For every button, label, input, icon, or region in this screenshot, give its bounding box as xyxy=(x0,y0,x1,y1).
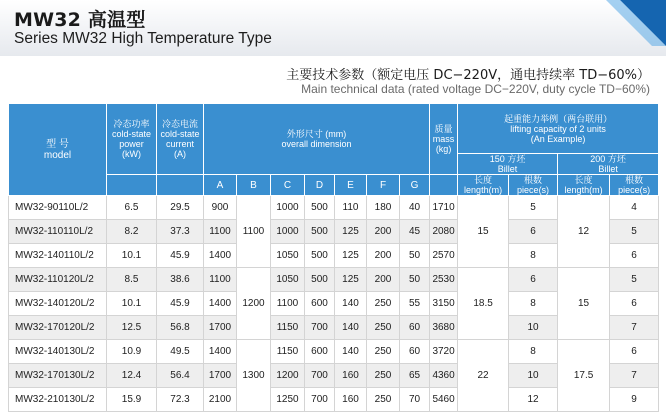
dim-c-cell: 1050 xyxy=(271,244,305,268)
pieces-150-cell: 10 xyxy=(509,316,558,340)
header-power xyxy=(107,104,157,175)
dim-d-cell: 600 xyxy=(305,340,335,364)
pieces-150-cell: 6 xyxy=(509,220,558,244)
dim-c-cell: 1000 xyxy=(271,220,305,244)
header-pieces-200 xyxy=(610,175,659,196)
mass-cell: 3150 xyxy=(430,292,458,316)
header-lifting-en1: lifting capacity of 2 units xyxy=(510,123,606,134)
table-row xyxy=(9,340,659,364)
header-power-en1: cold-state xyxy=(111,129,152,139)
dim-c-cell: 1100 xyxy=(271,292,305,316)
dim-g-cell: 60 xyxy=(400,316,430,340)
model-cell: MW32-210130L/2 xyxy=(9,388,107,412)
dim-f-cell: 250 xyxy=(367,388,400,412)
pieces-150-cell: 8 xyxy=(509,340,558,364)
header-power-blank xyxy=(107,175,157,196)
dim-g-cell: 45 xyxy=(400,220,430,244)
current-cell: 49.5 xyxy=(157,340,204,364)
dim-e-cell: 110 xyxy=(335,196,367,220)
dim-g-cell: 50 xyxy=(400,268,430,292)
dim-d-cell: 500 xyxy=(305,268,335,292)
pieces-150-cell: 10 xyxy=(509,364,558,388)
pieces-200-cell: 6 xyxy=(610,244,659,268)
dim-f-cell: 200 xyxy=(367,268,400,292)
table-row xyxy=(9,196,659,220)
dim-f-cell: 250 xyxy=(367,292,400,316)
dim-b-cell: 1200 xyxy=(237,268,271,340)
header-dim-f: F xyxy=(367,175,400,196)
dim-c-cell: 1050 xyxy=(271,268,305,292)
header-billet-200 xyxy=(558,154,659,175)
header-dimension xyxy=(204,104,430,175)
dim-e-cell: 125 xyxy=(335,244,367,268)
header-billet-150 xyxy=(458,154,558,175)
header-current-unit: (A) xyxy=(174,149,186,159)
header-current-en2: current xyxy=(165,139,194,149)
header-current-cn: 冷态电流 xyxy=(161,119,198,129)
dim-g-cell: 60 xyxy=(400,340,430,364)
pieces-200-cell: 9 xyxy=(610,388,659,412)
dim-a-cell: 900 xyxy=(204,196,237,220)
header-length-200 xyxy=(558,175,610,196)
power-cell: 15.9 xyxy=(107,388,157,412)
table-row xyxy=(9,268,659,292)
dim-c-cell: 1150 xyxy=(271,316,305,340)
dim-e-cell: 140 xyxy=(335,340,367,364)
power-cell: 12.4 xyxy=(107,364,157,388)
header-model xyxy=(9,104,107,196)
mass-cell: 3680 xyxy=(430,316,458,340)
header-pieces-200-en: piece(s) xyxy=(618,185,651,195)
header-lifting xyxy=(458,104,659,154)
pieces-150-cell: 6 xyxy=(509,268,558,292)
pieces-150-cell: 8 xyxy=(509,244,558,268)
dim-e-cell: 125 xyxy=(335,220,367,244)
mass-cell: 2530 xyxy=(430,268,458,292)
current-cell: 29.5 xyxy=(157,196,204,220)
pieces-150-cell: 5 xyxy=(509,196,558,220)
pieces-200-cell: 5 xyxy=(610,268,659,292)
length-150-cell: 22 xyxy=(458,340,509,412)
header-billet-150-cn: 150 方坯 xyxy=(489,154,526,164)
spec-table xyxy=(8,103,659,412)
header-mass xyxy=(430,104,458,175)
current-cell: 45.9 xyxy=(157,244,204,268)
header-current-blank xyxy=(157,175,204,196)
header-pieces-150 xyxy=(509,175,558,196)
page-subtitle-english: Series MW32 High Temperature Type xyxy=(14,30,272,47)
current-cell: 37.3 xyxy=(157,220,204,244)
dim-f-cell: 200 xyxy=(367,220,400,244)
header-mass-blank xyxy=(430,175,458,196)
current-cell: 56.8 xyxy=(157,316,204,340)
header-mass-unit: (kg) xyxy=(435,144,452,154)
dim-b-cell: 1300 xyxy=(237,340,271,412)
dim-a-cell: 1700 xyxy=(204,364,237,388)
header-length-150 xyxy=(458,175,509,196)
header-pieces-150-cn: 根数 xyxy=(524,175,543,185)
header-length-200-en: length(m) xyxy=(564,185,603,195)
dim-f-cell: 250 xyxy=(367,340,400,364)
length-200-cell: 15 xyxy=(558,268,610,340)
mass-cell: 2080 xyxy=(430,220,458,244)
header-dim-c: C xyxy=(271,175,305,196)
pieces-150-cell: 12 xyxy=(509,388,558,412)
pieces-200-cell: 6 xyxy=(610,292,659,316)
current-cell: 38.6 xyxy=(157,268,204,292)
pieces-200-cell: 7 xyxy=(610,316,659,340)
dim-d-cell: 500 xyxy=(305,196,335,220)
dim-c-cell: 1000 xyxy=(271,196,305,220)
dim-g-cell: 40 xyxy=(400,196,430,220)
model-cell: MW32-170120L/2 xyxy=(9,316,107,340)
dim-d-cell: 700 xyxy=(305,388,335,412)
current-cell: 72.3 xyxy=(157,388,204,412)
current-cell: 45.9 xyxy=(157,292,204,316)
header-power-cn: 冷态功率 xyxy=(113,119,150,129)
power-cell: 6.5 xyxy=(107,196,157,220)
model-cell: MW32-140120L/2 xyxy=(9,292,107,316)
dim-e-cell: 160 xyxy=(335,364,367,388)
power-cell: 12.5 xyxy=(107,316,157,340)
power-cell: 10.9 xyxy=(107,340,157,364)
model-cell: MW32-90110L/2 xyxy=(9,196,107,220)
current-cell: 56.4 xyxy=(157,364,204,388)
header-length-200-cn: 长度 xyxy=(574,175,593,185)
header-length-150-cn: 长度 xyxy=(474,175,493,185)
header-power-en2: power xyxy=(119,139,144,149)
header-mass-en: mass xyxy=(432,134,455,144)
header-dim-d: D xyxy=(305,175,335,196)
dim-a-cell: 2100 xyxy=(204,388,237,412)
dim-d-cell: 500 xyxy=(305,220,335,244)
dim-d-cell: 500 xyxy=(305,244,335,268)
header-mass-cn: 质量 xyxy=(434,124,453,134)
header-dim-e: E xyxy=(335,175,367,196)
header-power-unit: (kW) xyxy=(122,149,141,159)
header-dim-a: A xyxy=(204,175,237,196)
mass-cell: 1710 xyxy=(430,196,458,220)
dim-a-cell: 1100 xyxy=(204,268,237,292)
dim-e-cell: 160 xyxy=(335,388,367,412)
power-cell: 10.1 xyxy=(107,244,157,268)
power-cell: 8.5 xyxy=(107,268,157,292)
mass-cell: 3720 xyxy=(430,340,458,364)
model-cell: MW32-140110L/2 xyxy=(9,244,107,268)
dim-c-cell: 1200 xyxy=(271,364,305,388)
length-200-cell: 17.5 xyxy=(558,340,610,412)
pieces-200-cell: 5 xyxy=(610,220,659,244)
header-lifting-en2: (An Example) xyxy=(530,133,586,144)
pieces-200-cell: 4 xyxy=(610,196,659,220)
mass-cell: 4360 xyxy=(430,364,458,388)
dim-a-cell: 1700 xyxy=(204,316,237,340)
dim-g-cell: 55 xyxy=(400,292,430,316)
length-200-cell: 12 xyxy=(558,196,610,268)
dim-a-cell: 1400 xyxy=(204,244,237,268)
power-cell: 8.2 xyxy=(107,220,157,244)
page-title: MW32 高温型 xyxy=(14,9,146,31)
header-pieces-150-en: piece(s) xyxy=(517,185,550,195)
header-dim-g: G xyxy=(400,175,430,196)
header-dimension-cn: 外形尺寸 (mm) xyxy=(286,129,347,139)
header-current-en1: cold-state xyxy=(160,129,200,139)
technical-data-title-en: Main technical data (rated voltage DC−220V, duty cycle TD−60%) xyxy=(301,82,650,96)
dim-e-cell: 140 xyxy=(335,316,367,340)
dim-d-cell: 600 xyxy=(305,292,335,316)
power-cell: 10.1 xyxy=(107,292,157,316)
header-dimension-en: overall dimension xyxy=(281,139,352,149)
mass-cell: 2570 xyxy=(430,244,458,268)
dim-a-cell: 1400 xyxy=(204,340,237,364)
dim-f-cell: 250 xyxy=(367,364,400,388)
dim-e-cell: 125 xyxy=(335,268,367,292)
header-billet-150-en: Billet xyxy=(497,164,518,174)
dim-d-cell: 700 xyxy=(305,364,335,388)
dim-d-cell: 700 xyxy=(305,316,335,340)
header-current xyxy=(157,104,204,175)
header-billet-200-en: Billet xyxy=(598,164,618,174)
dim-b-cell: 1100 xyxy=(237,196,271,268)
header-dim-b: B xyxy=(237,175,271,196)
dim-f-cell: 180 xyxy=(367,196,400,220)
dim-a-cell: 1100 xyxy=(204,220,237,244)
dim-c-cell: 1250 xyxy=(271,388,305,412)
dim-c-cell: 1150 xyxy=(271,340,305,364)
header-model-cn: 型 号 xyxy=(46,138,69,150)
mass-cell: 5460 xyxy=(430,388,458,412)
corner-decoration-icon xyxy=(606,0,666,46)
dim-a-cell: 1400 xyxy=(204,292,237,316)
model-cell: MW32-140130L/2 xyxy=(9,340,107,364)
pieces-200-cell: 6 xyxy=(610,340,659,364)
dim-e-cell: 140 xyxy=(335,292,367,316)
header-lifting-cn: 起重能力举例（两台联用） xyxy=(504,113,613,124)
pieces-150-cell: 8 xyxy=(509,292,558,316)
pieces-200-cell: 7 xyxy=(610,364,659,388)
length-150-cell: 15 xyxy=(458,196,509,268)
dim-f-cell: 200 xyxy=(367,244,400,268)
header-model-en: model xyxy=(43,149,72,161)
dim-g-cell: 70 xyxy=(400,388,430,412)
model-cell: MW32-170130L/2 xyxy=(9,364,107,388)
header-length-150-en: length(m) xyxy=(464,185,503,195)
header-billet-200-cn: 200 方坯 xyxy=(590,154,626,164)
dim-g-cell: 65 xyxy=(400,364,430,388)
header-pieces-200-cn: 根数 xyxy=(625,175,644,185)
length-150-cell: 18.5 xyxy=(458,268,509,340)
dim-g-cell: 50 xyxy=(400,244,430,268)
technical-data-title-cn: 主要技术参数（额定电压 DC−220V，通电持续率 TD−60%） xyxy=(286,68,650,83)
dim-f-cell: 250 xyxy=(367,316,400,340)
model-cell: MW32-110120L/2 xyxy=(9,268,107,292)
title-banner xyxy=(0,0,666,56)
model-cell: MW32-110110L/2 xyxy=(9,220,107,244)
